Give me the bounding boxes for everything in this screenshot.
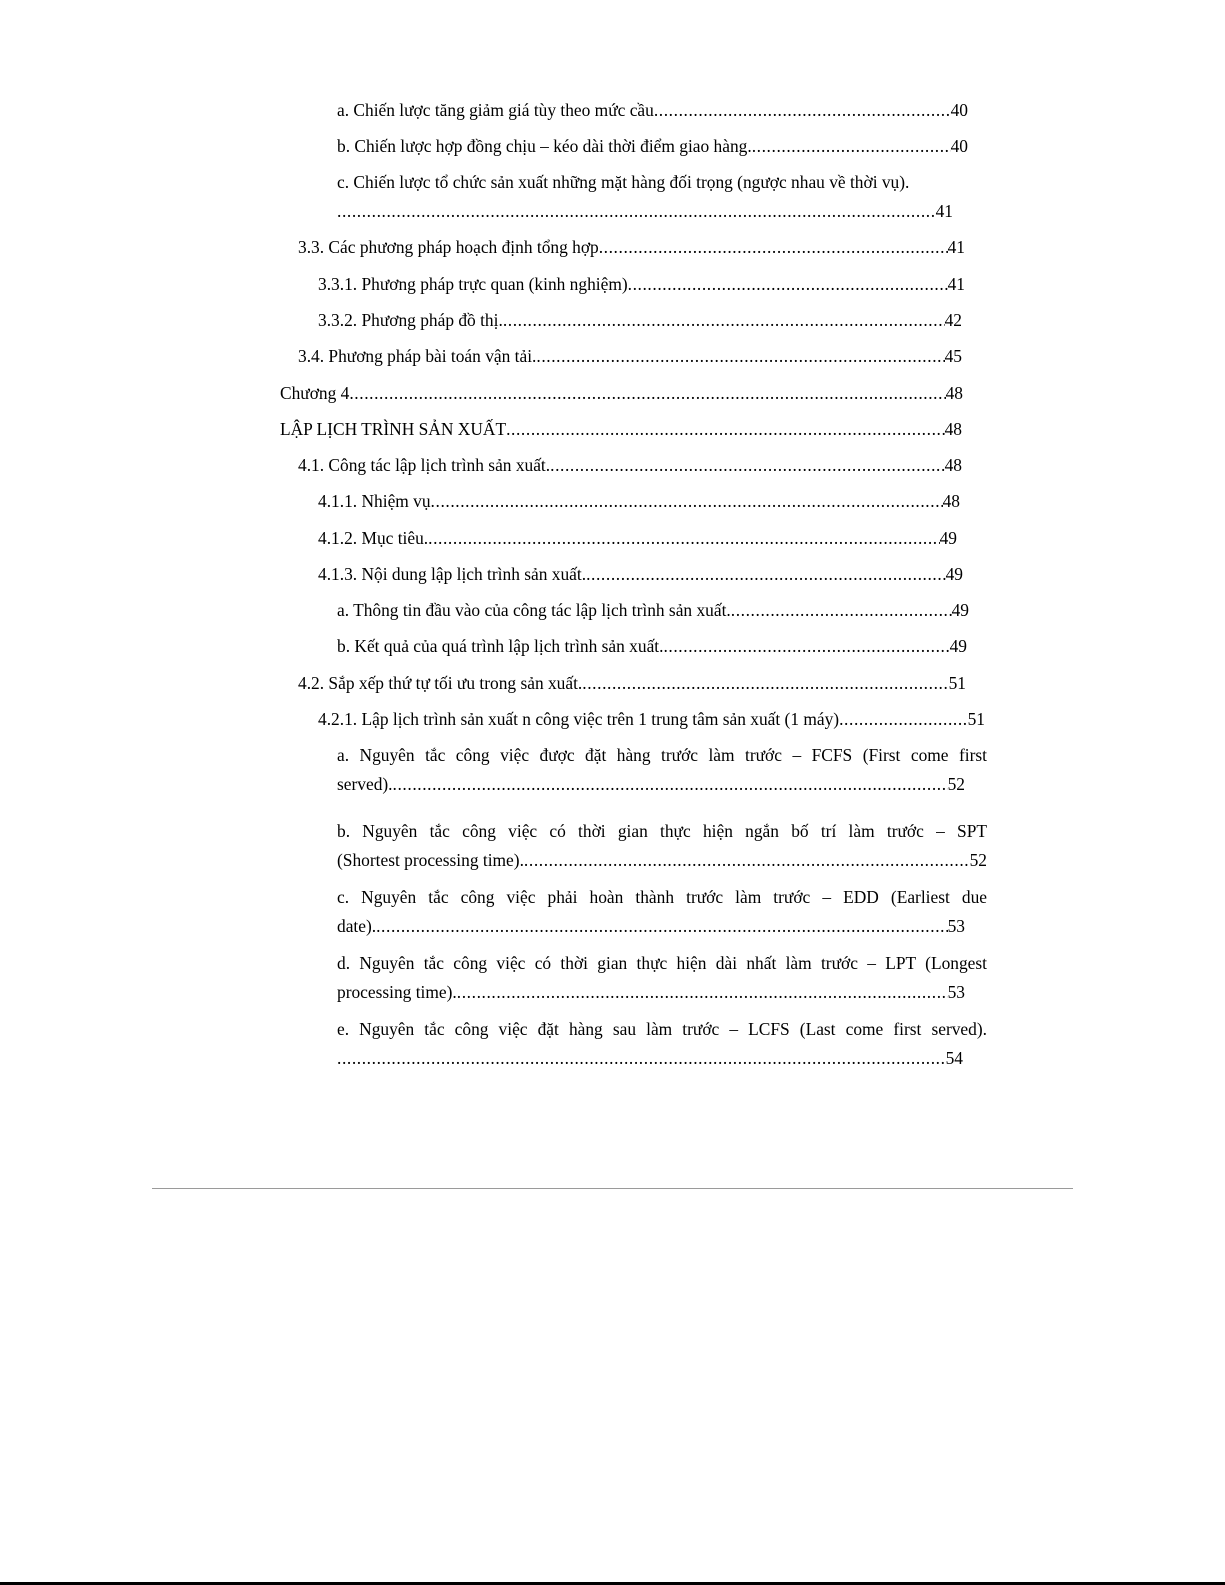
- leader-dots: [337, 197, 936, 226]
- toc-entry-title: 3.3. Các phương pháp hoạch định tổng hợp: [298, 237, 599, 257]
- leader-dots: [337, 1044, 946, 1073]
- toc-entry[interactable]: [337, 1015, 987, 1073]
- toc-entry-page: 42: [944, 310, 962, 330]
- toc-entry-title: a. Chiến lược tăng giảm giá tùy theo mức cầu: [337, 100, 654, 120]
- toc-entry[interactable]: [318, 306, 962, 335]
- toc-entry-title: 4.1.1. Nhiệm vụ: [318, 491, 431, 511]
- toc-entry[interactable]: [318, 560, 963, 589]
- toc-entry-title: 4.2.1. Lập lịch trình sản xuất n công việc trên 1 trung tâm sản xuất (1 máy): [318, 709, 840, 729]
- toc-entry-title-cont: processing time).: [337, 982, 457, 1002]
- toc-entry-page: 48: [944, 419, 962, 439]
- toc-entry-page: 53: [947, 916, 965, 936]
- toc-entry-title: 3.3.1. Phương pháp trực quan (kinh nghiệm): [318, 274, 628, 294]
- toc-entry-title: a. Thông tin đầu vào của công tác lập lịch trình sản xuất.: [337, 600, 731, 620]
- toc-entry-page: 48: [942, 491, 960, 511]
- toc-entry-page: 49: [949, 636, 967, 656]
- leader-dots: [839, 705, 968, 734]
- leader-dots: [457, 978, 948, 1007]
- leader-dots: [752, 132, 951, 161]
- leader-dots: [376, 912, 948, 941]
- toc-entry[interactable]: [318, 487, 960, 516]
- toc-entry-page: 41: [935, 201, 953, 221]
- leader-dots: [431, 487, 943, 516]
- leader-dots: [599, 233, 948, 262]
- toc-entry[interactable]: [337, 949, 987, 1007]
- leader-dots: [654, 96, 951, 125]
- toc-entry[interactable]: [337, 883, 987, 941]
- toc-entry-page: 52: [969, 850, 987, 870]
- toc-entry-page: 49: [945, 564, 963, 584]
- leader-dots: [663, 632, 949, 661]
- toc-entry-page: 54: [945, 1048, 963, 1068]
- toc-entry-page: 41: [947, 237, 965, 257]
- toc-entry-title: 4.1.2. Mục tiêu.: [318, 528, 429, 548]
- toc-entry-page: 48: [945, 383, 963, 403]
- toc-entry[interactable]: [337, 817, 987, 875]
- leader-dots: [536, 342, 944, 371]
- toc-entry[interactable]: [298, 669, 966, 698]
- toc-entry[interactable]: [280, 415, 962, 444]
- leader-dots: [503, 306, 945, 335]
- toc-entry-title: 4.1. Công tác lập lịch trình sản xuất.: [298, 455, 551, 475]
- toc-entry[interactable]: [318, 705, 985, 734]
- toc-entry-page: 40: [950, 100, 968, 120]
- leader-dots: [428, 524, 939, 553]
- toc-entry[interactable]: [280, 379, 963, 408]
- toc-entry-title: b. Chiến lược hợp đồng chịu – kéo dài thời điểm giao hàng.: [337, 136, 752, 156]
- leader-dots: [586, 560, 946, 589]
- toc-entry-title: 4.1.3. Nội dung lập lịch trình sản xuất.: [318, 564, 587, 584]
- toc-entry[interactable]: [298, 233, 965, 262]
- toc-entry-page: 41: [947, 274, 965, 294]
- toc-entry-title: a. Nguyên tắc công việc được đặt hàng trước làm trước – FCFS (First come first: [337, 745, 987, 765]
- leader-dots: [628, 270, 948, 299]
- toc-entry-page: 45: [944, 346, 962, 366]
- toc-entry[interactable]: [337, 632, 967, 661]
- toc-entry-page: 49: [939, 528, 957, 548]
- toc-entry-title-cont: (Shortest processing time).: [337, 850, 524, 870]
- toc-entry-title: d. Nguyên tắc công việc có thời gian thực hiện dài nhất làm trước – LPT (Longest: [337, 953, 987, 973]
- toc-entry[interactable]: [337, 96, 968, 125]
- toc-entry-title: 3.3.2. Phương pháp đồ thị.: [318, 310, 503, 330]
- toc-entry[interactable]: [318, 524, 957, 553]
- toc-entry-title: c. Chiến lược tổ chức sản xuất những mặt hàng đối trọng (ngược nhau về thời vụ).: [337, 172, 910, 192]
- leader-dots: [393, 770, 948, 799]
- leader-dots: [524, 846, 970, 875]
- leader-dots: [582, 669, 948, 698]
- toc-entry-page: 40: [950, 136, 968, 156]
- toc-entry-title-cont: date).: [337, 916, 377, 936]
- toc-entry-title: b. Nguyên tắc công việc có thời gian thực hiện ngắn bố trí làm trước – SPT: [337, 821, 987, 841]
- toc-entry-title: b. Kết quả của quá trình lập lịch trình sản xuất.: [337, 636, 664, 656]
- toc-entry[interactable]: [337, 168, 978, 226]
- toc-entry-title-cont: served).: [337, 774, 393, 794]
- toc-entry-page: 48: [944, 455, 962, 475]
- toc-entry-title: 4.2. Sắp xếp thứ tự tối ưu trong sản xuất.: [298, 673, 583, 693]
- toc-entry-page: 53: [947, 982, 965, 1002]
- leader-dots: [550, 451, 944, 480]
- toc-entry[interactable]: [337, 596, 969, 625]
- leader-dots: [349, 379, 945, 408]
- toc-entry[interactable]: [298, 342, 962, 371]
- toc-entry-page: 49: [951, 600, 969, 620]
- toc-entry-title: Chương 4: [280, 383, 350, 403]
- toc-entry[interactable]: [337, 741, 987, 799]
- leader-dots: [506, 415, 945, 444]
- toc-entry-page: 51: [967, 709, 985, 729]
- toc-entry-title: LẬP LỊCH TRÌNH SẢN XUẤT: [280, 419, 507, 439]
- leader-dots: [731, 596, 952, 625]
- toc-entry-title: e. Nguyên tắc công việc đặt hàng sau làm trước – LCFS (Last come first served).: [337, 1019, 987, 1039]
- toc-entry[interactable]: [318, 270, 965, 299]
- toc-entry-page: 51: [948, 673, 966, 693]
- footer-divider: [152, 1188, 1073, 1189]
- toc-entry-title: 3.4. Phương pháp bài toán vận tải.: [298, 346, 537, 366]
- toc-entry[interactable]: [298, 451, 962, 480]
- toc-entry-page: 52: [947, 774, 965, 794]
- toc-entry-title: c. Nguyên tắc công việc phải hoàn thành trước làm trước – EDD (Earliest due: [337, 887, 987, 907]
- toc-entry[interactable]: [337, 132, 968, 161]
